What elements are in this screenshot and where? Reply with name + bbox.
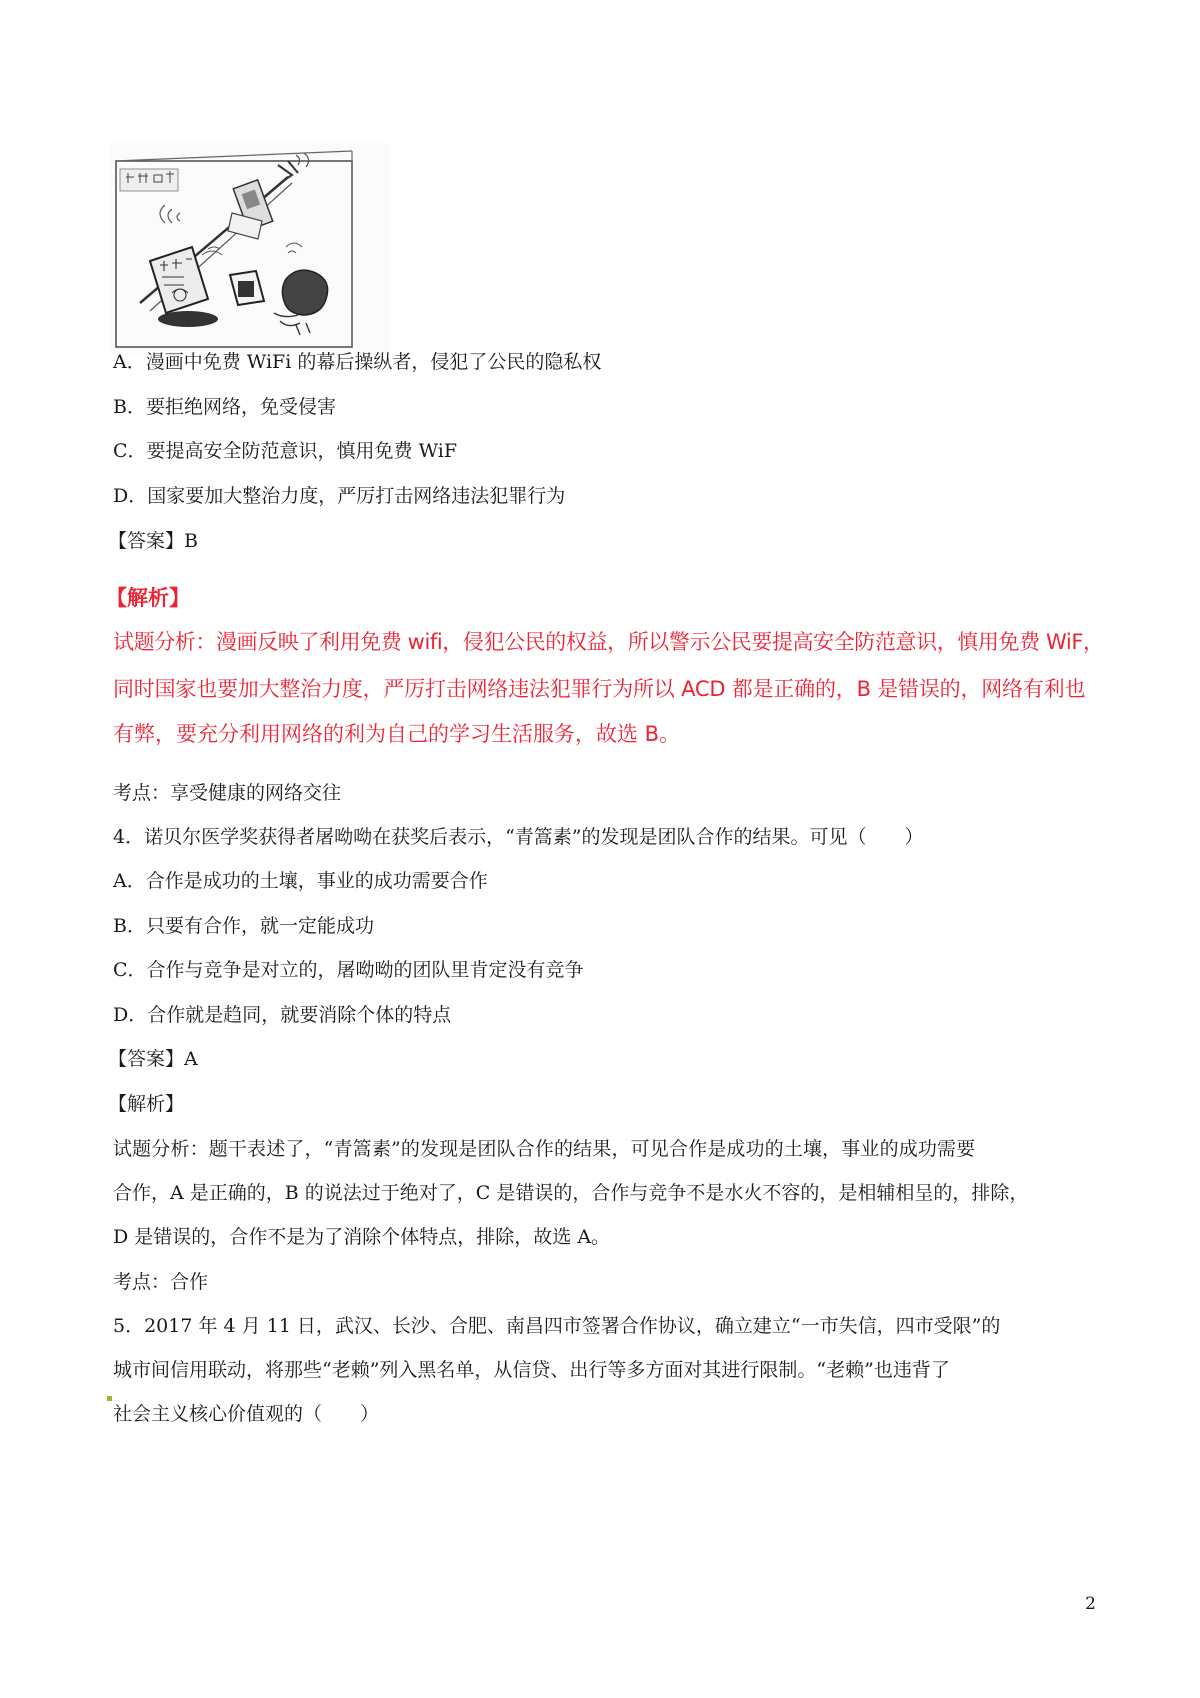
- q4-analysis-line-1: 试题分析：题干表述了，“青篙素”的发现是团队合作的结果，可见合作是成功的土壤，事业的成功需要: [113, 1138, 976, 1160]
- q4-option-d: D．合作就是趋同，就要消除个体的特点: [113, 1004, 452, 1026]
- q4-kaodian: 考点：合作: [113, 1271, 209, 1293]
- q3-analysis-line-2: 同时国家也要加大整治力度，严厉打击网络违法犯罪行为所以 ACD 都是正确的，B 是错误的，网络有利也: [113, 677, 1086, 701]
- q3-analysis-line-1: 试题分析：漫画反映了利用免费 wifi，侵犯公民的权益，所以警示公民要提高安全防范意识，慎用免费 WiF，: [113, 630, 1104, 654]
- q3-answer: 【答案】B: [108, 530, 198, 552]
- q5-line-2: 城市间信用联动，将那些“老赖”列入黑名单，从信贷、出行等多方面对其进行限制。“老赖”也违背了: [113, 1359, 950, 1381]
- page-number: 2: [1085, 1594, 1096, 1614]
- q4-answer: 【答案】A: [108, 1048, 198, 1070]
- q5-line-3: 社会主义核心价值观的（ ）: [113, 1403, 380, 1425]
- q4-option-c: C．合作与竞争是对立的，屠呦呦的团队里肯定没有竞争: [113, 959, 584, 981]
- q4-stem: 4．诺贝尔医学奖获得者屠呦呦在获奖后表示，“青篙素”的发现是团队合作的结果。可见（ ）: [113, 826, 924, 848]
- q4-option-a: A．合作是成功的土壤，事业的成功需要合作: [113, 870, 488, 892]
- q4-option-b: B．只要有合作，就一定能成功: [113, 915, 374, 937]
- q3-option-d: D．国家要加大整治力度，严厉打击网络违法犯罪行为: [113, 485, 566, 507]
- q3-option-a: A．漫画中免费 WiFi 的幕后操纵者，侵犯了公民的隐私权: [113, 351, 602, 373]
- q3-option-b: B．要拒绝网络，免受侵害: [113, 396, 336, 418]
- q5-line-1: 5．2017 年 4 月 11 日，武汉、长沙、合肥、南昌四市签署合作协议，确立建立“一市失信，四市受限”的: [113, 1315, 1001, 1337]
- q3-option-c: C．要提高安全防范意识，慎用免费 WiF: [113, 440, 458, 462]
- q4-analysis-line-2: 合作，A 是正确的，B 的说法过于绝对了，C 是错误的，合作与竞争不是水火不容的，是相辅相呈的，排除，: [113, 1182, 1029, 1204]
- q4-analysis-title: 【解析】: [108, 1093, 185, 1115]
- q3-analysis-line-3: 有弊，要充分利用网络的利为自己的学习生活服务，故选 B。: [113, 722, 681, 746]
- q3-analysis-title: 【解析】: [106, 586, 190, 610]
- q4-analysis-line-3: D 是错误的，合作不是为了消除个体特点，排除，故选 A。: [113, 1226, 611, 1248]
- q3-kaodian: 考点：享受健康的网络交往: [113, 782, 342, 804]
- marker-dot: [107, 1396, 112, 1401]
- cartoon-image: [110, 143, 390, 355]
